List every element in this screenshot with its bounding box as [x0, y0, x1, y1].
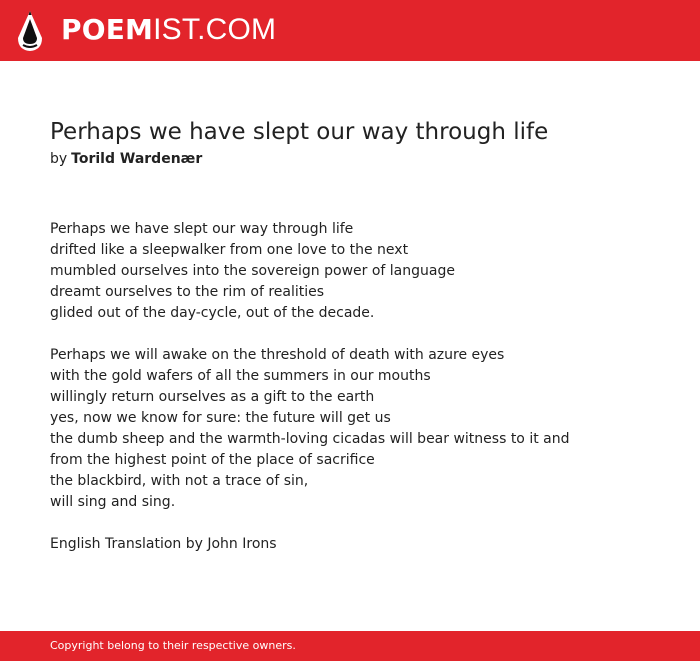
stanza-2	[50, 345, 670, 513]
stanza-1	[50, 219, 670, 324]
poem-body	[50, 219, 670, 576]
translation-credit	[50, 534, 670, 555]
poem-line: dreamt ourselves to the rim of realities	[50, 284, 325, 300]
poem-line: willingly return ourselves as a gift to the earth	[50, 389, 375, 405]
logo-bold-text: POEM	[61, 13, 154, 46]
translator-line: English Translation by John Irons	[50, 536, 277, 552]
byline	[50, 149, 202, 169]
poem-line: will sing and sing.	[50, 494, 176, 510]
poem-line: mumbled ourselves into the sovereign power of language	[50, 263, 455, 279]
author-name: Torild Wardenær	[71, 151, 203, 167]
poem-line: the blackbird, with not a trace of sin,	[50, 473, 309, 489]
poem-line: drifted like a sleepwalker from one love to the next	[50, 242, 409, 258]
poem-line: with the gold wafers of all the summers in our mouths	[50, 368, 431, 384]
poem-line: Perhaps we have slept our way through life	[50, 221, 354, 237]
poem-title: Perhaps we have slept our way through life	[50, 119, 549, 145]
poem-line: Perhaps we will awake on the threshold of death with azure eyes	[50, 347, 505, 363]
poem-line: yes, now we know for sure: the future will get us	[50, 410, 391, 426]
poem-line: glided out of the day-cycle, out of the decade.	[50, 305, 375, 321]
site-footer	[0, 631, 700, 661]
site-header	[0, 0, 700, 61]
logo-light-text: IST.COM	[153, 13, 277, 46]
copyright-text: Copyright belong to their respective owners.	[50, 639, 296, 652]
poem-line: from the highest point of the place of sacrifice	[50, 452, 375, 468]
site-logo[interactable]	[61, 12, 276, 48]
poem-line: the dumb sheep and the warmth-loving cicadas will bear witness to it and	[50, 431, 570, 447]
by-label: by	[50, 151, 68, 167]
pencil-icon[interactable]	[17, 10, 43, 52]
